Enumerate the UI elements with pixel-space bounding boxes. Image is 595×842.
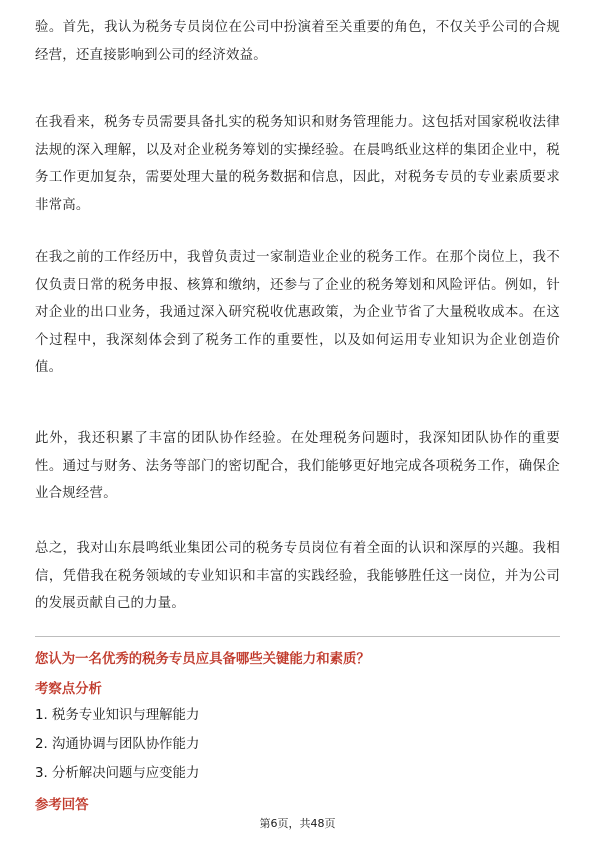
list-item: 2. 沟通协调与团队协作能力 [35,737,200,752]
section-divider [35,636,560,637]
question-heading: 您认为一名优秀的税务专员应具备哪些关键能力和素质？ [35,652,370,667]
analysis-title: 考察点分析 [35,682,102,697]
body-paragraph: 验。首先，我认为税务专员岗位在公司中扮演着至关重要的角色，不仅关乎公司的合规经营，还直接影响到公司的经济效益。 [35,20,560,63]
body-paragraph: 总之，我对山东晨鸣纸业集团公司的税务专员岗位有着全面的认识和深厚的兴趣。我相信，凭借我在税务领域的专业知识和丰富的实践经验，我能够胜任这一岗位，并为公司的发展贡献自己的力量。 [35,541,560,611]
answer-title: 参考回答 [35,798,89,813]
body-paragraph: 此外，我还积累了丰富的团队协作经验。在处理税务问题时，我深知团队协作的重要性。通过与财务、法务等部门的密切配合，我们能够更好地完成各项税务工作，确保企业合规经营。 [35,431,560,501]
list-item: 1. 税务专业知识与理解能力 [35,708,200,723]
body-paragraph: 在我看来，税务专员需要具备扎实的税务知识和财务管理能力。这包括对国家税收法律法规的深入理解，以及对企业税务筹划的实操经验。在晨鸣纸业这样的集团企业中，税务工作更加复杂，需要处理大量的税务数据和信息，因此，对税务专员的专业素质要求非常高。 [35,115,560,213]
body-paragraph: 在我之前的工作经历中，我曾负责过一家制造业企业的税务工作。在那个岗位上，我不仅负责日常的税务申报、核算和缴纳，还参与了企业的税务筹划和风险评估。例如，针对企业的出口业务，我通过深入研究税收优惠政策，为企业节省了大量税收成本。在这个过程中，我深刻体会到了税务工作的重要性，以及如何运用专业知识为企业创造价值。 [35,250,560,375]
analysis-points-list [35,701,199,788]
page-number: 第6页，共48页 [259,817,336,830]
list-item: 3. 分析解决问题与应变能力 [35,766,200,781]
